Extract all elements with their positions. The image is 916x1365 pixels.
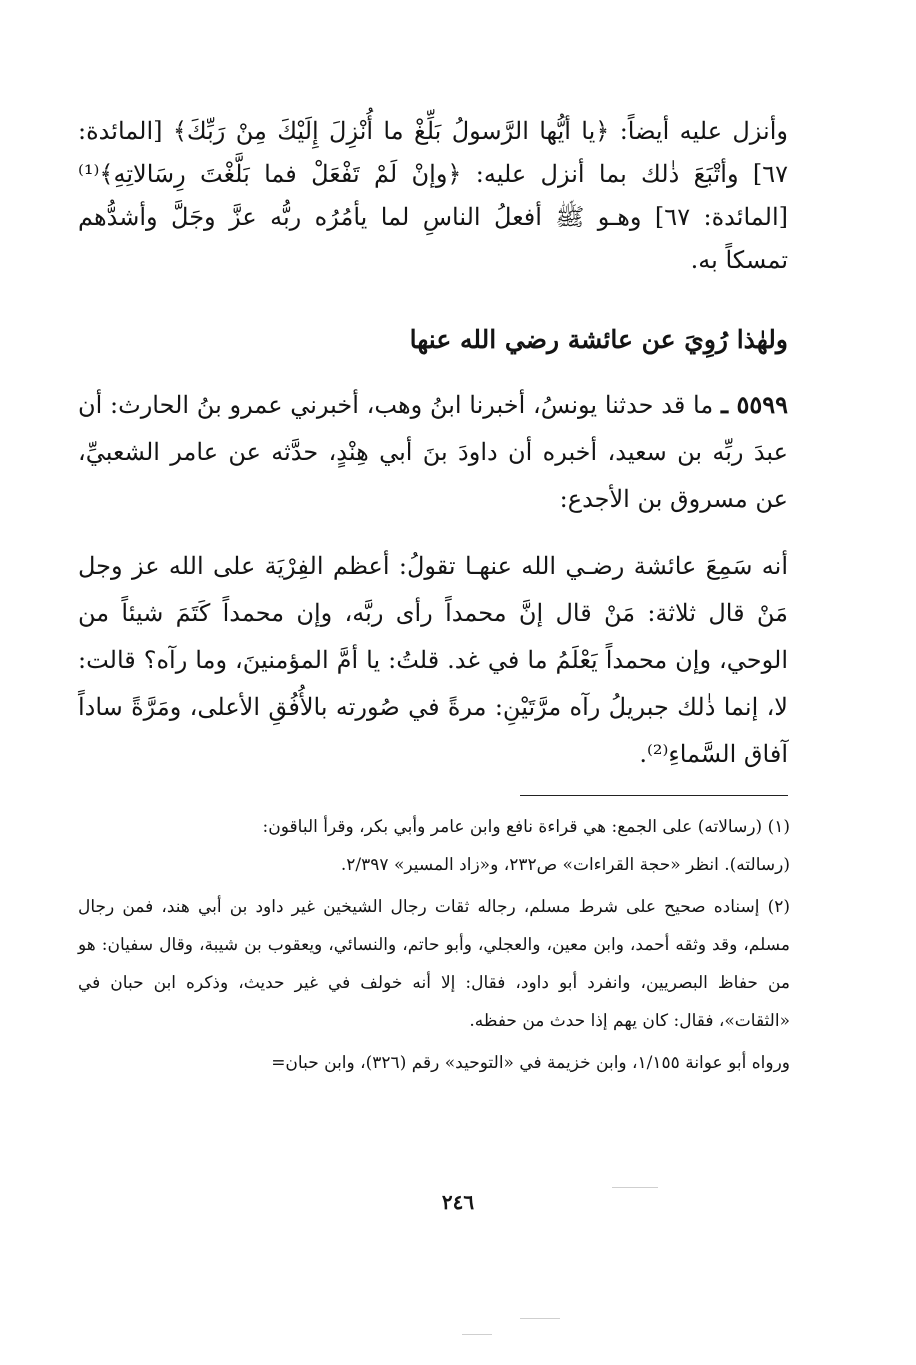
- section-heading: [78, 320, 788, 360]
- scan-smudge: [612, 1187, 658, 1188]
- footnote-2: (٢) إسناده صحيح على شرط مسلم، رجاله ثقات رجال الشيخين غير داود بن أبي هند، فمن رجال مسلم، وقد وثقه أحمد، وابن معين، والعجلي، وأبو حاتم، والنسائي، ويعقوب بن شيبة، وقال سفيان: هو من حفاظ البصريين، وانفرد أبو داود، فقال: إلا أنه خولف في غير حديث، وذكره ابن حبان في «الثقات»، فقال: كان يهم إذا حدث من حفظه.: [78, 897, 791, 1031]
- scan-smudge: [462, 1334, 492, 1335]
- footnotes: [78, 808, 790, 1082]
- hadith-isnad: [78, 381, 788, 523]
- intro-paragraph: [78, 110, 788, 282]
- hadith-isnad-text: ما قد حدثنا يونسُ، أخبرنا ابنُ وهب، أخبرني عمرو بنُ الحارث: أن عبدَ ربِّه بن سعيد، أخبره أن داودَ بنَ أبي هِنْدٍ، حدَّثه عن عامر الشعبيِّ، عن مسروق بن الأجدع:: [78, 391, 788, 513]
- footnote-1-line-1: (١) (رسالاته) على الجمع: هي قراءة نافع وابن عامر وأبي بكر، وقرأ الباقون:: [262, 817, 790, 837]
- hadith-isnad-paragraph: [78, 381, 788, 523]
- hadith-matn-text: أنه سَمِعَ عائشة رضـي الله عنهـا تقولُ: أعظم الفِرْيَة على الله عز وجل مَنْ قال ثلاثة: مَنْ قال إنَّ محمداً رأى ربَّه، وإن محمداً كَتَمَ شيئاً من الوحي، وإن محمداً يَعْلَمُ ما في غد. قلتُ: يا أمَّ المؤمنينَ، وما رآه؟ قالت: لا، إنما ذٰلك جبريلُ رآه مرَّتَيْنِ: مرةً في صُورته بالأُفُقِ الأعلى، ومَرَّةً ساداً آفاق السَّماءِ⁽²⁾.: [78, 552, 788, 768]
- footnote-1-line-2: (رسالته). انظر «حجة القراءات» ص٢٣٢، و«زاد المسير» ٢/٣٩٧.: [340, 855, 790, 875]
- footnote-2-continuation: ورواه أبو عوانة ١/١٥٥، وابن خزيمة في «التوحيد» رقم (٣٢٦)، وابن حبان=: [271, 1053, 790, 1073]
- hadith-matn: [78, 543, 788, 778]
- page-number: ٢٤٦: [441, 1190, 475, 1214]
- section-heading-text: ولهٰذا رُوِيَ عن عائشة رضي الله عنها: [409, 325, 788, 354]
- intro-paragraph-text: وأنزل عليه أيضاً: ﴿يا أيُّها الرَّسولُ بَلِّغْ ما أُنْزِلَ إِلَيْكَ مِنْ رَبِّكَ﴾ [المائدة: ٦٧] وأتْبَعَ ذٰلك بما أنزل عليه: ﴿وإنْ لَمْ تَفْعَلْ فما بَلَّغْتَ رِسَالاتِهِ﴾⁽¹⁾ [المائدة: ٦٧] وهـو ﷺ أفعلُ الناسِ لما يأمُرُه ربُّه عزَّ وجَلَّ وأشدُّهم تمسكاً به.: [78, 117, 788, 274]
- footnote-separator: [520, 795, 788, 796]
- hadith-number: ٥٥٩٩ ـ: [720, 390, 788, 419]
- scan-smudge: [520, 1318, 560, 1319]
